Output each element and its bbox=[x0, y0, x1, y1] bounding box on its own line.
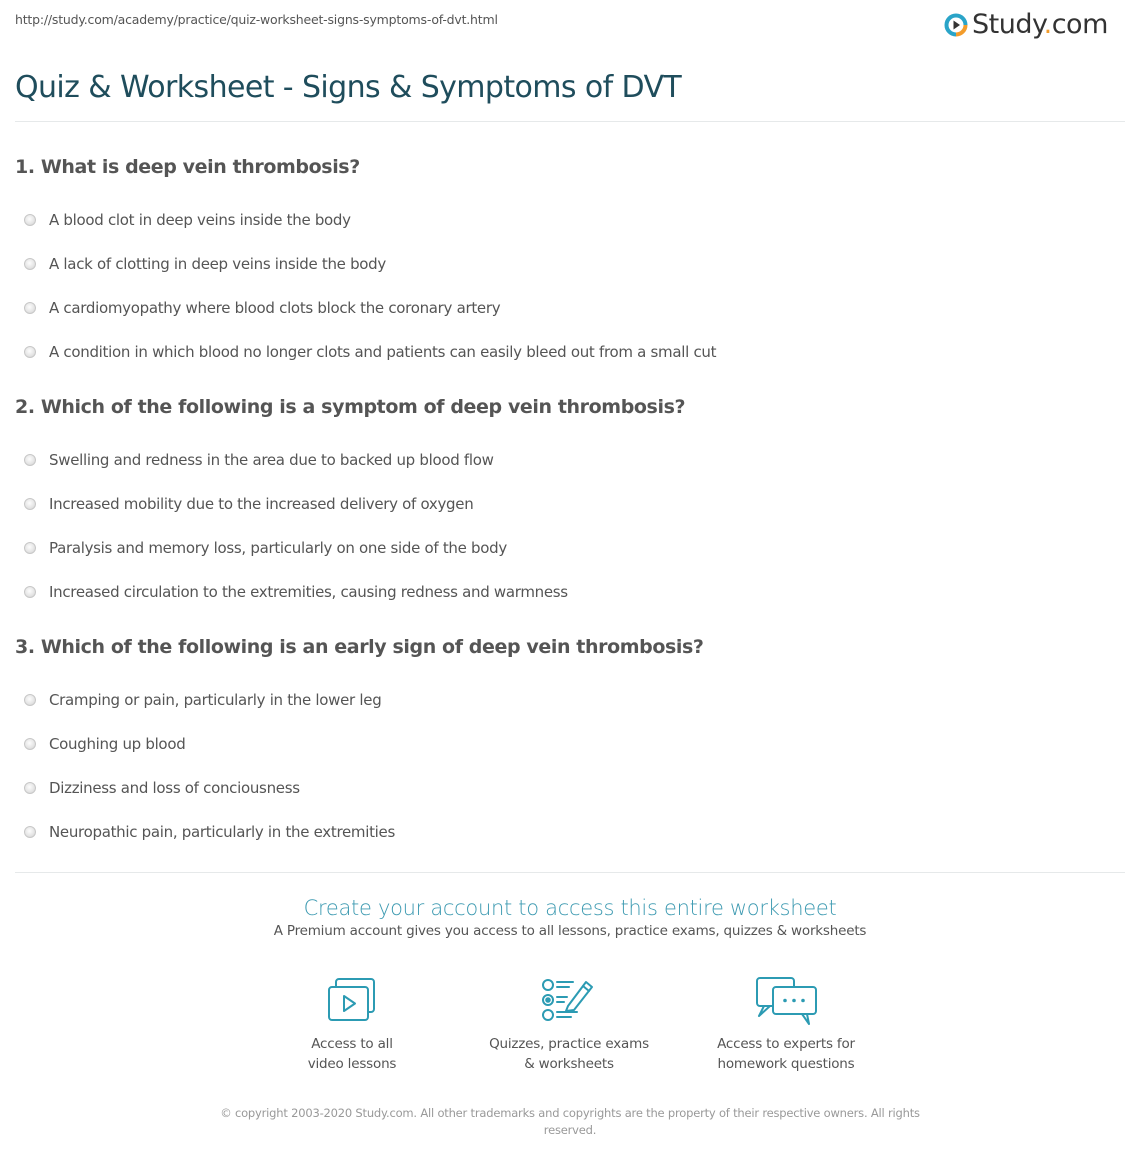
chat-bubbles-icon bbox=[754, 976, 818, 1028]
answer-option[interactable] bbox=[15, 330, 1125, 374]
section-divider bbox=[15, 872, 1125, 873]
question-text: 1. What is deep vein thrombosis? bbox=[15, 156, 360, 178]
feature-label bbox=[252, 1034, 452, 1074]
radio-button[interactable] bbox=[24, 346, 36, 358]
feature-label-line: Access to experts for bbox=[717, 1036, 855, 1052]
quiz-checklist-icon bbox=[541, 976, 597, 1024]
answer-option[interactable] bbox=[15, 438, 1125, 482]
question-text: 3. Which of the following is an early sign of deep vein thrombosis? bbox=[15, 636, 704, 658]
video-lessons-icon bbox=[326, 976, 378, 1024]
answer-options bbox=[15, 198, 1125, 374]
logo-text-main: Study bbox=[972, 9, 1044, 40]
page-title: Quiz & Worksheet - Signs & Symptoms of DVT bbox=[15, 70, 682, 105]
answer-label: A cardiomyopathy where blood clots block the coronary artery bbox=[49, 299, 501, 317]
radio-button[interactable] bbox=[24, 258, 36, 270]
question-2 bbox=[15, 394, 1125, 614]
study-play-circle-icon bbox=[944, 13, 968, 37]
cta-title-link[interactable]: Create your account to access this entire worksheet bbox=[303, 896, 837, 920]
radio-button[interactable] bbox=[24, 738, 36, 750]
logo-text-tld: com bbox=[1051, 9, 1108, 40]
feature-label bbox=[469, 1034, 669, 1074]
answer-label: A blood clot in deep veins inside the body bbox=[49, 211, 351, 229]
answer-option[interactable] bbox=[15, 242, 1125, 286]
answer-label: A lack of clotting in deep veins inside the body bbox=[49, 255, 386, 273]
answer-label: Swelling and redness in the area due to backed up blood flow bbox=[49, 451, 494, 469]
question-3 bbox=[15, 634, 1125, 854]
radio-button[interactable] bbox=[24, 586, 36, 598]
question-text: 2. Which of the following is a symptom of deep vein thrombosis? bbox=[15, 396, 686, 418]
answer-option[interactable] bbox=[15, 286, 1125, 330]
radio-button[interactable] bbox=[24, 782, 36, 794]
answer-label: Coughing up blood bbox=[49, 735, 186, 753]
answer-label: Paralysis and memory loss, particularly on one side of the body bbox=[49, 539, 507, 557]
title-divider bbox=[15, 121, 1125, 122]
radio-button[interactable] bbox=[24, 826, 36, 838]
answer-label: A condition in which blood no longer clots and patients can easily bleed out from a small cut bbox=[49, 343, 717, 361]
logo-text bbox=[972, 9, 1108, 41]
answer-option[interactable] bbox=[15, 198, 1125, 242]
feature-video-lessons bbox=[252, 976, 452, 1074]
feature-quizzes bbox=[469, 976, 669, 1074]
feature-label-line: Quizzes, practice exams bbox=[489, 1036, 649, 1052]
feature-label-line: Access to all bbox=[311, 1036, 393, 1052]
study-logo[interactable] bbox=[944, 9, 1108, 41]
feature-label-line: video lessons bbox=[307, 1056, 397, 1072]
answer-label: Cramping or pain, particularly in the lower leg bbox=[49, 691, 382, 709]
answer-label: Dizziness and loss of conciousness bbox=[49, 779, 300, 797]
radio-button[interactable] bbox=[24, 694, 36, 706]
answer-option[interactable] bbox=[15, 678, 1125, 722]
logo-dot: . bbox=[1043, 9, 1052, 40]
radio-button[interactable] bbox=[24, 214, 36, 226]
feature-label-line: & worksheets bbox=[524, 1056, 614, 1072]
radio-button[interactable] bbox=[24, 498, 36, 510]
signup-cta bbox=[0, 894, 1140, 939]
answer-option[interactable] bbox=[15, 526, 1125, 570]
radio-button[interactable] bbox=[24, 454, 36, 466]
question-1 bbox=[15, 154, 1125, 374]
answer-options bbox=[15, 678, 1125, 854]
answer-label: Increased circulation to the extremities, causing redness and warmness bbox=[49, 583, 568, 601]
answer-option[interactable] bbox=[15, 482, 1125, 526]
copyright-text: © copyright 2003-2020 Study.com. All other trademarks and copyrights are the property of their respective owners. All rights reserved. bbox=[220, 1106, 920, 1137]
feature-experts bbox=[686, 976, 886, 1074]
page-url: http://study.com/academy/practice/quiz-worksheet-signs-symptoms-of-dvt.html bbox=[15, 12, 498, 27]
answer-option[interactable] bbox=[15, 766, 1125, 810]
feature-label-line: homework questions bbox=[717, 1056, 855, 1072]
answer-option[interactable] bbox=[15, 570, 1125, 614]
answer-label: Increased mobility due to the increased delivery of oxygen bbox=[49, 495, 474, 513]
radio-button[interactable] bbox=[24, 542, 36, 554]
answer-label: Neuropathic pain, particularly in the extremities bbox=[49, 823, 395, 841]
cta-subtitle: A Premium account gives you access to all lessons, practice exams, quizzes & worksheets bbox=[273, 923, 867, 939]
radio-button[interactable] bbox=[24, 302, 36, 314]
answer-option[interactable] bbox=[15, 810, 1125, 854]
answer-option[interactable] bbox=[15, 722, 1125, 766]
answer-options bbox=[15, 438, 1125, 614]
feature-label bbox=[686, 1034, 886, 1074]
